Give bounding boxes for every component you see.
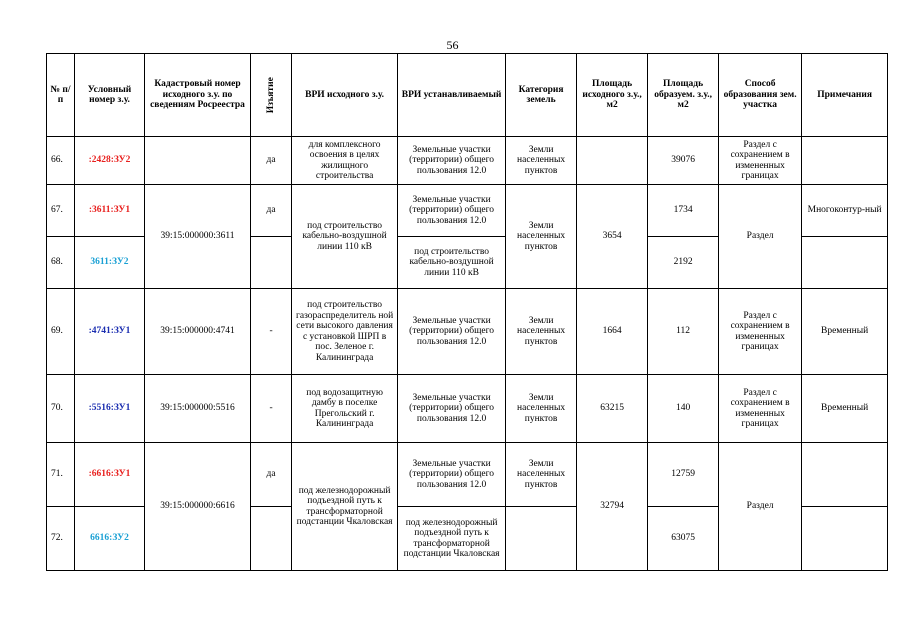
cell-area-source	[577, 137, 648, 185]
cell-vri-set: Земельные участки (территории) общего пользования 12.0	[398, 443, 506, 507]
header-seizure-text: Изъятие	[265, 76, 276, 114]
cell-notes: Многоконтур-ный	[802, 185, 888, 237]
cell-method: Раздел	[719, 443, 802, 571]
cell-area-source: 63215	[577, 375, 648, 443]
cell-notes	[802, 507, 888, 571]
table-row	[47, 375, 888, 443]
cell-area-new: 1734	[648, 185, 719, 237]
header-seizure	[251, 54, 292, 137]
header-cond-number: Условный номер з.у.	[75, 54, 145, 137]
cell-vri-set: под железнодорожный подъездной путь к трансформаторной подстанции Чкаловская	[398, 507, 506, 571]
cell-notes	[802, 443, 888, 507]
cell-cond-number: :6616:ЗУ1	[75, 443, 145, 507]
cell-seizure	[251, 237, 292, 289]
cell-area-new: 12759	[648, 443, 719, 507]
cell-cadastral: 39:15:000000:5516	[145, 375, 251, 443]
header-method: Способ образования зем. участка	[719, 54, 802, 137]
cell-notes: Временный	[802, 289, 888, 375]
cell-seizure: да	[251, 137, 292, 185]
cell-cond-number: 3611:ЗУ2	[75, 237, 145, 289]
cell-area-new: 39076	[648, 137, 719, 185]
header-row	[47, 54, 888, 137]
cell-vri-set: Земельные участки (территории) общего пользования 12.0	[398, 375, 506, 443]
cell-notes	[802, 137, 888, 185]
cell-area-new: 2192	[648, 237, 719, 289]
cell-category: Земли населенных пунктов	[506, 137, 577, 185]
cell-method: Раздел с сохранением в измененных границах	[719, 289, 802, 375]
cell-num: 69.	[47, 289, 75, 375]
cell-num: 72.	[47, 507, 75, 571]
cell-num: 68.	[47, 237, 75, 289]
cell-category	[506, 507, 577, 571]
header-vri-source: ВРИ исходного з.у.	[292, 54, 398, 137]
header-cadastral: Кадастровый номер исходного з.у. по сведениям Росреестра	[145, 54, 251, 137]
header-category: Категория земель	[506, 54, 577, 137]
cell-cond-number: :5516:ЗУ1	[75, 375, 145, 443]
cell-area-new: 63075	[648, 507, 719, 571]
cell-area-source: 32794	[577, 443, 648, 571]
land-plot-table	[46, 53, 888, 571]
cell-vri-set: Земельные участки (территории) общего пользования 12.0	[398, 137, 506, 185]
cell-vri-source: под железнодорожный подъездной путь к трансформаторной подстанции Чкаловская	[292, 443, 398, 571]
cell-cadastral	[145, 137, 251, 185]
cell-num: 66.	[47, 137, 75, 185]
header-vri-set: ВРИ устанавливаемый	[398, 54, 506, 137]
cell-area-source: 3654	[577, 185, 648, 289]
cell-cadastral: 39:15:000000:6616	[145, 443, 251, 571]
cell-vri-source: под водозащитную дамбу в поселке Прегольский г. Калининграда	[292, 375, 398, 443]
cell-vri-source: для комплексного освоения в целях жилищного строительства	[292, 137, 398, 185]
cell-category: Земли населенных пунктов	[506, 443, 577, 507]
cell-method: Раздел с сохранением в измененных границах	[719, 137, 802, 185]
cell-seizure: -	[251, 375, 292, 443]
header-area-new: Площадь образуем. з.у., м2	[648, 54, 719, 137]
table-row	[47, 137, 888, 185]
cell-method: Раздел с сохранением в измененных границах	[719, 375, 802, 443]
cell-area-new: 112	[648, 289, 719, 375]
cell-seizure: -	[251, 289, 292, 375]
header-notes: Примечания	[802, 54, 888, 137]
cell-num: 67.	[47, 185, 75, 237]
cell-seizure	[251, 507, 292, 571]
cell-area-new: 140	[648, 375, 719, 443]
cell-cond-number: :3611:ЗУ1	[75, 185, 145, 237]
cell-num: 71.	[47, 443, 75, 507]
cell-vri-source: под строительство газораспределитель ной сети высокого давления с установкой ШРП в пос. Зеленое г. Калининграда	[292, 289, 398, 375]
cell-num: 70.	[47, 375, 75, 443]
cell-notes: Временный	[802, 375, 888, 443]
cell-category: Земли населенных пунктов	[506, 185, 577, 289]
cell-seizure: да	[251, 185, 292, 237]
cell-cadastral: 39:15:000000:4741	[145, 289, 251, 375]
table-row	[47, 185, 888, 237]
cell-category: Земли населенных пунктов	[506, 289, 577, 375]
cell-seizure: да	[251, 443, 292, 507]
header-area-source: Площадь исходного з.у., м2	[577, 54, 648, 137]
cell-vri-set: под строительство кабельно-воздушной линии 110 кВ	[398, 237, 506, 289]
cell-vri-set: Земельные участки (территории) общего пользования 12.0	[398, 289, 506, 375]
table-row	[47, 443, 888, 507]
cell-category: Земли населенных пунктов	[506, 375, 577, 443]
cell-notes	[802, 237, 888, 289]
cell-cadastral: 39:15:000000:3611	[145, 185, 251, 289]
header-num: № п/п	[47, 54, 75, 137]
table-row	[47, 289, 888, 375]
cell-vri-source: под строительство кабельно-воздушной линии 110 кВ	[292, 185, 398, 289]
cell-cond-number: 6616:ЗУ2	[75, 507, 145, 571]
page-number: 56	[446, 38, 459, 52]
cell-vri-set: Земельные участки (территории) общего пользования 12.0	[398, 185, 506, 237]
cell-method: Раздел	[719, 185, 802, 289]
cell-cond-number: :4741:ЗУ1	[75, 289, 145, 375]
cell-cond-number: :2428:ЗУ2	[75, 137, 145, 185]
cell-area-source: 1664	[577, 289, 648, 375]
